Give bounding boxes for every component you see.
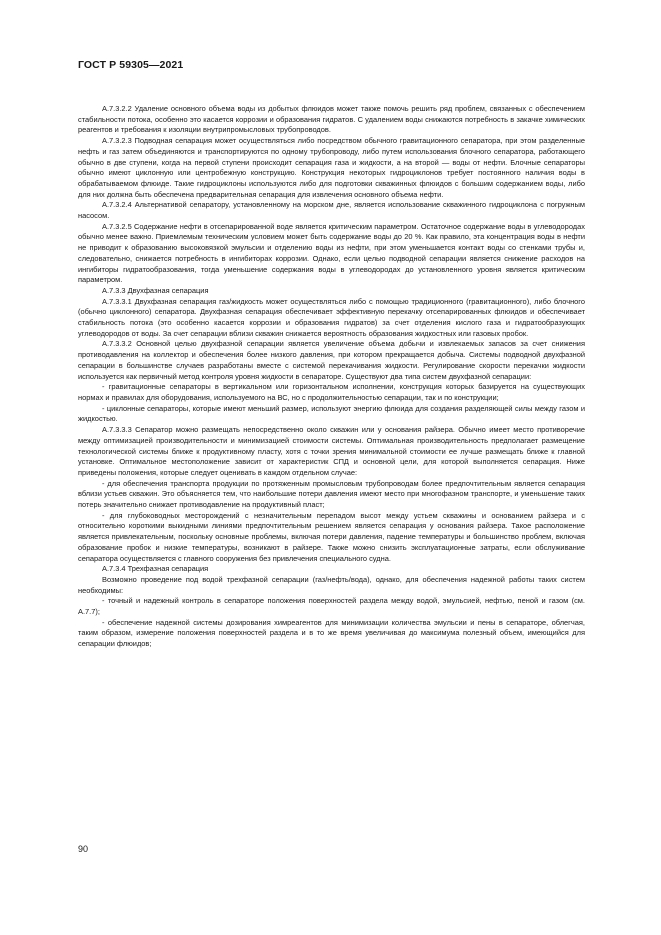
paragraph: Возможно проведение под водой трехфазной сепарации (газ/нефть/вода), однако, для обеспечения надежной работы таких систем необходимы:	[78, 574, 585, 595]
paragraph: А.7.3.3.1 Двухфазная сепарация газ/жидкость может осуществляться либо с помощью традиционного (гравитационного), либо блочного (обычно циклонного) сепаратора. Двухфазная сепарация обеспечивает эффективную перекачку отсепарированных флюидов и обеспечивает стабильность потока (это особенно касается коррозии и образования гидратов) за счет отделения кислого газа и гидратообразующих углеводородов от воды. За счет сепарации вблизи скважин снижается вероятность образования жидкостных или газовых пробок.	[78, 296, 585, 338]
list-item: - точный и надежный контроль в сепараторе положения поверхностей раздела между водой, эмульсией, нефтью, пеной и газом (см. А.7.7);	[78, 596, 585, 617]
list-item: - гравитационные сепараторы в вертикальном или горизонтальном исполнении, конструкция которых базируется на существующих нормах и правилах для оборудования, используемого на ВС, но с продолжительностью сепарации, так и по конструкции;	[78, 382, 585, 402]
section-heading: А.7.3.4 Трехфазная сепарация	[102, 564, 209, 574]
document-body	[78, 104, 585, 650]
page-number: 90	[78, 844, 89, 854]
paragraph: А.7.3.2.4 Альтернативой сепаратору, установленному на морском дне, является использование скважинного гидроциклона с погружным насосом.	[78, 200, 585, 221]
section-heading: А.7.3.3 Двухфазная сепарация	[102, 285, 209, 295]
paragraph: А.7.3.2.3 Подводная сепарация может осуществляться либо посредством обычного гравитационного сепаратора, при этом разделенные нефть и газ затем объединяются и транспортируются по одному трубопроводу, либо путем использования блочного сепаратора, работающего обычно в две ступени, когда на первой ступени происходит сепарация газа и жидкости, а на второй — воды от нефти. Блочные сепараторы обычно имеют циклонную или центробежную конструкцию. Конструкция некоторых гидроциклонов требует постоянного наличия воды в обрабатываемом флюиде. Такие гидроциклоны используются либо для подготовки скважинных флюидов с большим содержанием воды, либо для них должна быть обеспечена предварительная сепарация для извлечения основного объема нефти.	[78, 136, 585, 199]
paragraph: А.7.3.3.3 Сепаратор можно размещать непосредственно около скважин или у основания райзера. Обычно имеет место противоречие между оптимизацией производительности и минимизацией стоимости системы. Оптимальная производительность предполагает размещение технологической системы ближе к продуктивному пласту, хотя с точки зрения минимальной стоимости ее лучше размещать ближе к главной установке. Оптимальное местоположение зависит от характеристик СПД и основной цели, для которой выполняется сепарация. Ниже приведены положения, которые следует оценивать в каждом отдельном случае:	[78, 425, 585, 477]
paragraph: А.7.3.2.5 Содержание нефти в отсепарированной воде является критическим параметром. Остаточное содержание воды в углеводородах обычно менее важно. Приемлемым техническим условием может быть содержание воды до 20 %. Как правило, эта концентрация воды в нефти не приводит к образованию высоковязкой эмульсии и отделению воды из нефти, при этом уменьшается контакт воды со стенками трубы и, следовательно, снижается потребность в ингибиторах коррозии. Однако, если целью подводной сепарации является снижение расходов на ингибиторы гидратообразования, тогда уменьшение содержания воды в углеводородах до установленного уровня является критическим параметром.	[78, 221, 585, 285]
paragraph: А.7.3.2.2 Удаление основного объема воды из добытых флюидов может также помочь решить ряд проблем, связанных с обеспечением стабильности потока, особенно это касается коррозии и образования гидратов. С удалением воды снижаются потребность в закачке химических реагентов и требования к изоляции внутрипромысловых трубопроводов.	[78, 104, 585, 135]
list-item: - для глубоководных месторождений с незначительным перепадом высот между устьем скважины и основанием райзера и с относительно короткими выкидными линиями предпочтительным решением является сепарация у основания райзера. Такое расположение является привлекательным, поскольку основные проблемы, включая потери давления, падение температуры и большинство проблем, включая образование пробок и низкие температуры, возникают в райзере. Также можно снизить эксплуатационные затраты, если обслуживание сепаратора осуществляется с главного сооружения без привлечения специального судна.	[78, 510, 585, 563]
list-item: - обеспечение надежной системы дозирования химреагентов для минимизации количества эмульсии и пены в сепараторе, облегчая, таким образом, измерение положения поверхностей раздела и в то же время увеличивая до максимума полезный объем, имеющийся для сепарации флюидов;	[78, 617, 585, 649]
paragraph: А.7.3.3.2 Основной целью двухфазной сепарации является увеличение объема добычи и извлекаемых запасов за счет снижения противодавления на коллектор и обеспечения более низкого давления, при котором прекращается добыча. Системы подводной двухфазной сепарации в большинстве случаев разработаны вместе с системой перекачивания жидкости. Регулирование скорости перекачки жидкости используется как первичный метод контроля уровня жидкости в сепараторе. Существуют два типа систем двухфазной сепарации:	[78, 339, 585, 381]
standard-title: ГОСТ Р 59305—2021	[78, 59, 184, 71]
list-item: - для обеспечения транспорта продукции по протяженным промысловым трубопроводам более предпочтительным является сепарация вблизи устьев скважин. Это объясняется тем, что наибольшие потери давления имеют место при многофазном транспорте, и уменьшение таких потерь значительно снижает противодавление на продуктивный пласт;	[78, 478, 585, 510]
list-item: - циклонные сепараторы, которые имеют меньший размер, используют энергию флюида для создания разделяющей силы между газом и жидкостью.	[78, 403, 585, 424]
